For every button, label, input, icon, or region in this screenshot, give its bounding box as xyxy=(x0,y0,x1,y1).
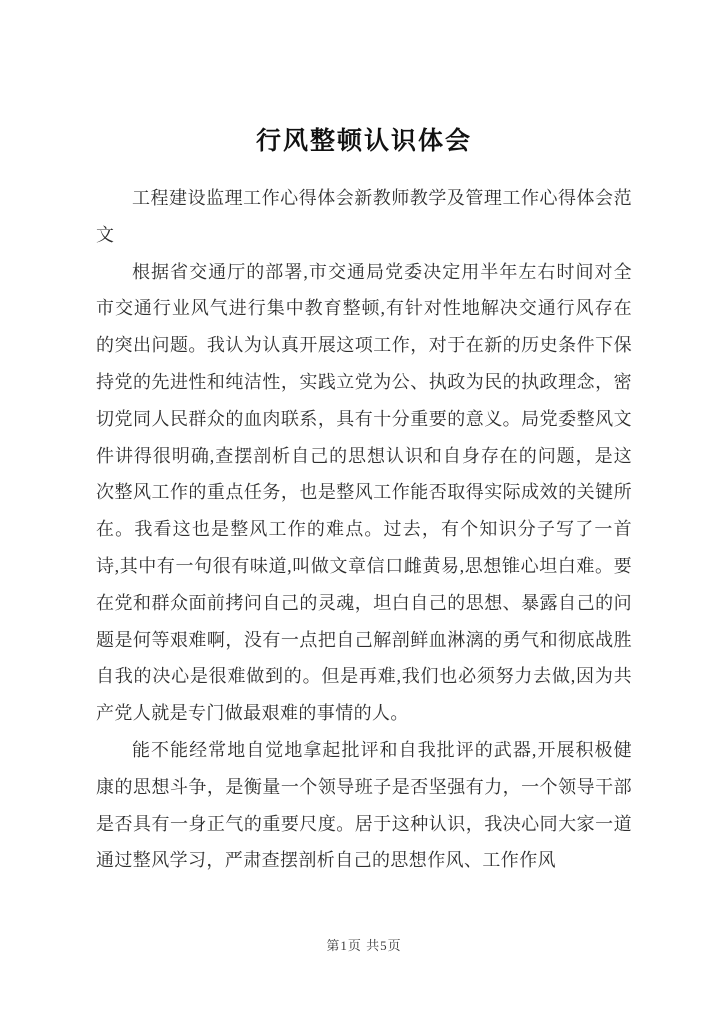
paragraph-1: 根据省交通厅的部署,市交通局党委决定用半年左右时间对全市交通行业风气进行集中教育整顿,有针对性地解决交通行风存在的突出问题。我认为认真开展这项工作，对于在新的历史条件下保持党的先进性和纯洁性，实践立党为公、执政为民的执政理念，密切党同人民群众的血肉联系，具有十分重要的意义。局党委整风文件讲得很明确,查摆剖析自己的思想认识和自身存在的问题，是这次整风工作的重点任务，也是整风工作能否取得实际成效的关键所在。我看这也是整风工作的难点。过去，有个知识分子写了一首诗,其中有一句很有味道,叫做文章信口雌黄易,思想锥心坦白难。要在党和群众面前拷问自己的灵魂，坦白自己的思想、暴露自己的问题是何等艰难啊，没有一点把自己解剖鲜血淋漓的勇气和彻底战胜自我的决心是很难做到的。但是再难,我们也必须努力去做,因为共产党人就是专门做最艰难的事情的人。 xyxy=(96,261,632,724)
paragraph-2: 能不能经常地自觉地拿起批评和自我批评的武器,开展积极健康的思想斗争，是衡量一个领导班子是否坚强有力，一个领导干部是否具有一身正气的重要尺度。居于这种认识，我决心同大家一道通过整风学习，严肃查摆剖析自己的思想作风、工作作风 xyxy=(96,739,632,871)
document-subtitle: 工程建设监理工作心得体会新教师教学及管理工作心得体会范文 xyxy=(96,188,632,245)
page-number: 第1页 共5页 xyxy=(326,938,402,953)
document-title: 行风整顿认识体会 xyxy=(255,128,472,155)
